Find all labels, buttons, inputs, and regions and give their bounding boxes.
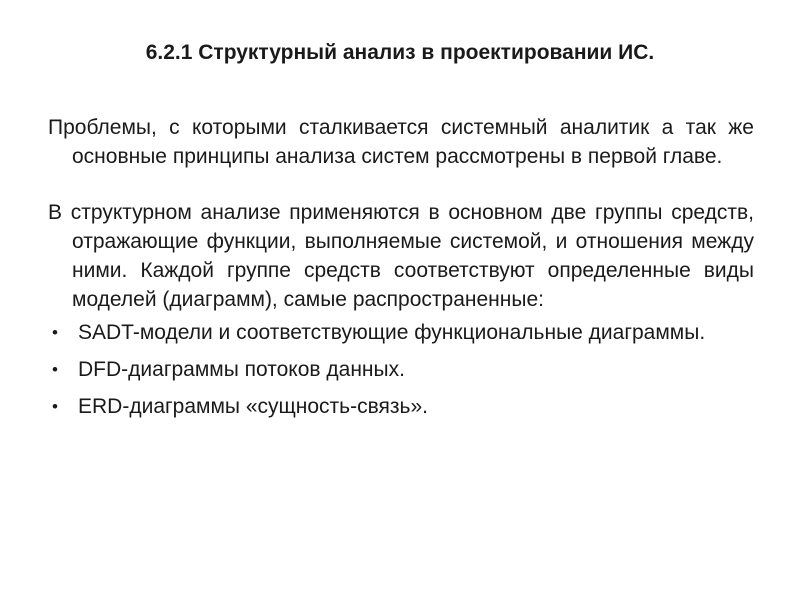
list-item-text: DFD-диаграммы потоков данных. xyxy=(78,358,405,381)
paragraph-structural-analysis: В структурном анализе применяются в основном две группы средств, отражающие функции, выполняемые системой, и отношения между ними. Каждой группе средств соответствуют определенные виды моделей (диаграмм), самые распространенные: xyxy=(48,201,754,311)
list-item-dfd xyxy=(48,355,754,384)
bullet-icon: • xyxy=(52,360,58,379)
list-item-text: ERD-диаграммы «сущность-связь». xyxy=(78,395,428,418)
paragraph-problems: Проблемы, с которыми сталкивается системный аналитик а так же основные принципы анализа систем рассмотрены в первой главе. xyxy=(48,116,754,168)
list-item-text: SADT-модели и соответствующие функциональные диаграммы. xyxy=(78,321,706,344)
diagram-types-list xyxy=(48,318,754,421)
bullet-icon: • xyxy=(52,397,58,416)
list-item-sadt xyxy=(48,318,754,347)
slide-title: 6.2.1 Структурный анализ в проектировании ИС. xyxy=(145,41,655,64)
list-item-erd xyxy=(48,392,754,421)
bullet-icon: • xyxy=(52,323,58,342)
slide-body xyxy=(48,113,754,429)
